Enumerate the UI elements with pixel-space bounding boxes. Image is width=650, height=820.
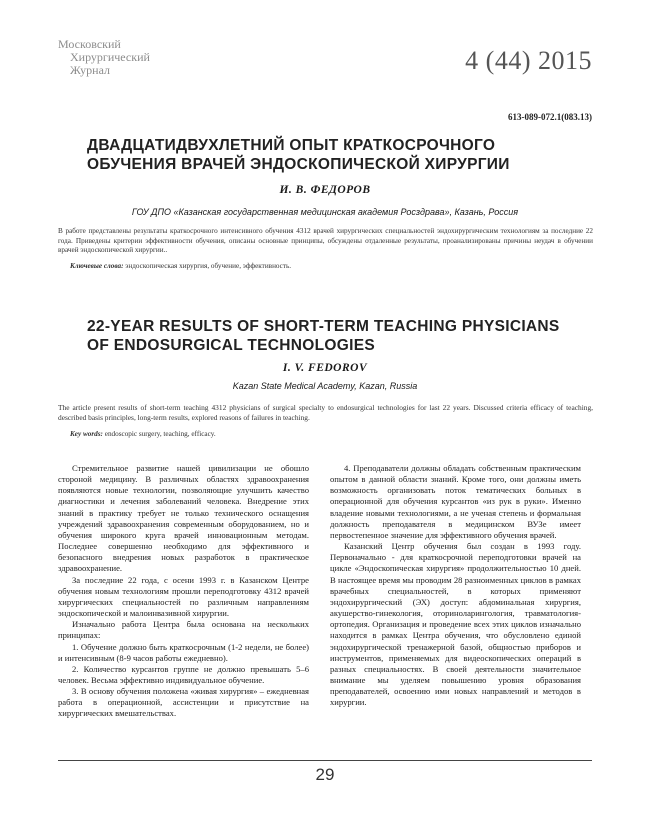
issue-number: 4 (44) 2015 [465, 46, 592, 75]
paragraph: Изначально работа Центра была основана на нескольких принципах: [58, 619, 309, 641]
body-column-right [330, 463, 581, 708]
keywords-en [70, 430, 216, 438]
author-ru: И. В. ФЕДОРОВ [279, 184, 371, 196]
udc-code: 613-089-072.1(083.13) [508, 112, 592, 122]
logo-line-2: Хирургический [70, 50, 150, 64]
keywords-label-ru: Ключевые слова: [70, 262, 124, 270]
keywords-ru [70, 262, 291, 270]
abstract-ru: В работе представлены результаты краткосрочного интенсивного обучения 4312 врачей хирургических специальностей эндохирургическим технологиям за последние 22 года. Приведены критерии эффективности обучения, описаны основные принципы, обсуждены отдаленные результаты, проанализированы причины неудач в обучении врачей эндоскопической хирургии.. [58, 227, 593, 255]
author-en: I. V. FEDOROV [282, 362, 368, 374]
paragraph: Стремительное развитие нашей цивилизации не обошло стороной медицину. В различных областях здравоохранения появляются новые технологии, позволяющие улучшить качество диагностики и лечения заболеваний человека. Внедрение этих знаний в практику требует не только технического оснащения учреждений здравоохранения современным оборудованием, но и обучения широкого круга врачей инновационным методам. Последнее совершенно необходимо для эффективного и безопасного внедрения новых разработок в практическое здравоохранение. [58, 463, 309, 574]
paragraph: За последние 22 года, с осени 1993 г. в Казанском Центре обучения новым технологиям прошли переподготовку 4312 врачей хирургических специальностей по различным направлениям эндоскопической и малоинвазивной хирургии. [58, 574, 309, 619]
affiliation-ru: ГОУ ДПО «Казанская государственная медицинская академия Росздрава», Казань, Россия [131, 207, 519, 217]
paragraph: 2. Количество курсантов группе не должно превышать 5–6 человек. Весьма эффективно индивидуальное обучение. [58, 663, 309, 685]
paragraph: 1. Обучение должно быть краткосрочным (1-2 недели, не более) и интенсивным (8-9 часов работы ежедневно). [58, 641, 309, 663]
title-en: 22-YEAR RESULTS OF SHORT-TERM TEACHING PHYSICIANS OF ENDOSURGICAL TECHNOLOGIES [87, 318, 560, 354]
keywords-text-en: endoscopic surgery, teaching, efficacy. [102, 430, 216, 438]
paragraph: 4. Преподаватели должны обладать собственным практическим опытом в данной области знаний. Кроме того, они должны иметь возможность организовать поток тематических больных в операционной для обучения курсантов «из рук в руки». Именно владение новыми технологиями, а не ученая степень и формальная должность преподавателя в медицинском ВУЗе имеет первостепенное значение для эффективного обучения врачей. [330, 463, 581, 540]
body-column-left [58, 463, 309, 720]
logo-line-3: Журнал [70, 63, 111, 77]
page-number: 29 [315, 765, 335, 784]
affiliation-en: Kazan State Medical Academy, Kazan, Russia [232, 381, 418, 391]
footer-divider [58, 760, 592, 761]
journal-logo [58, 38, 198, 77]
paragraph: 3. В основу обучения положена «живая хирургия» – ежедневная работа в операционной, ассистенции и присутствие на хирургических вмешательствах. [58, 686, 309, 719]
title-ru: ДВАДЦАТИДВУХЛЕТНИЙ ОПЫТ КРАТКОСРОЧНОГО ОБУЧЕНИЯ ВРАЧЕЙ ЭНДОСКОПИЧЕСКОЙ ХИРУРГИИ [87, 137, 510, 173]
keywords-label-en: Key words: [70, 430, 103, 438]
keywords-text-ru: эндоскопическая хирургия, обучение, эффективность. [123, 262, 292, 270]
abstract-en: The article present results of short-term teaching 4312 physicians of surgical specialty to endosurgical technologies for last 22 years. Discussed criteria efficacy of teaching, described basis principles, long-term results, explored reasons of failures in teaching. [58, 403, 593, 422]
logo-line-1: Московский [58, 37, 121, 51]
paragraph: Казанский Центр обучения был создан в 1993 году. Первоначально - для краткосрочной переподготовки врачей на цикле «Эндоскопическая хирургия» продолжительностью 10 дней. В настоящее время мы проводим 28 разноименных циклов в рамках врачебных специальностей, в которых применяют эндохирургический (ЭХ) доступ: абдоминальная хирургия, акушерство-гинекология, оториноларингология, травматология-ортопедия. Организация и проведение всех этих циклов изначально находится в рамках Центра обучения, что обусловлено единой эндохирургической тренажерной базой, общностью приборов и инструментов, применяемых для видеоскопических операций в разных специальностях. В своей деятельности значительное внимание мы уделяем повышению уровня образования преподавателей, освоению ими новых направлений и методов в хирургии. [330, 541, 581, 708]
